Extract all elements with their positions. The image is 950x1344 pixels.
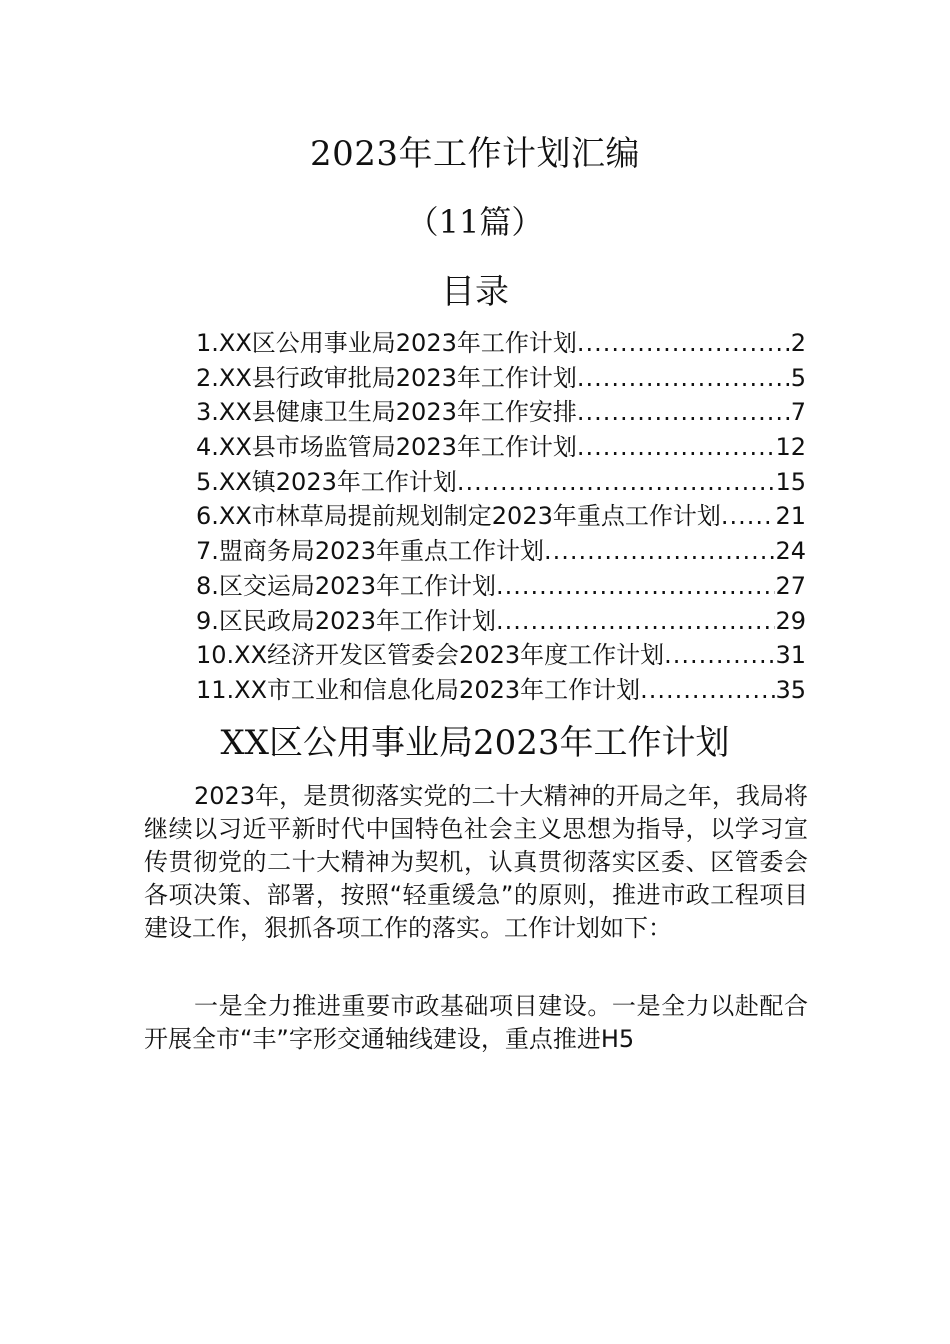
- toc-item-3[interactable]: [196, 395, 806, 430]
- toc-item-page: 2: [790, 329, 806, 357]
- toc-item-label: 3.XX县健康卫生局2023年工作安排: [196, 398, 577, 427]
- toc-leader-dots: [577, 326, 791, 360]
- toc-item-label: 2.XX县行政审批局2023年工作计划: [196, 363, 577, 392]
- toc-item-label: 4.XX县市场监管局2023年工作计划: [196, 433, 577, 462]
- toc-leader-dots: [664, 638, 775, 672]
- toc-item-1[interactable]: [196, 326, 806, 361]
- toc-leader-dots: [544, 534, 775, 568]
- toc-item-label: 5.XX镇2023年工作计划: [196, 467, 457, 496]
- toc-item-page: 12: [775, 433, 806, 462]
- toc-leader-dots: [577, 395, 791, 429]
- toc-item-page: 35: [775, 675, 806, 704]
- toc-item-label: 1.XX区公用事业局2023年工作计划: [196, 329, 577, 357]
- toc-item-page: 27: [775, 571, 806, 600]
- toc-item-6[interactable]: [196, 499, 806, 534]
- toc-item-page: 15: [775, 467, 806, 496]
- toc-leader-dots: [577, 430, 776, 464]
- toc-item-page: 29: [775, 606, 806, 635]
- toc-item-label: 10.XX经济开发区管委会2023年度工作计划: [196, 641, 665, 670]
- toc-item-page: 5: [790, 363, 806, 392]
- toc-leader-dots: [577, 361, 791, 395]
- toc-item-label: 9.区民政局2023年工作计划: [196, 606, 496, 635]
- toc-item-11[interactable]: [196, 673, 806, 708]
- toc-item-8[interactable]: [196, 569, 806, 604]
- toc-item-page: 24: [775, 537, 806, 566]
- toc-leader-dots: [496, 604, 775, 638]
- toc-item-5[interactable]: [196, 465, 806, 500]
- toc-item-label: 8.区交运局2023年工作计划: [196, 571, 496, 600]
- section-title: XX区公用事业局2023年工作计划: [220, 723, 730, 763]
- toc-item-9[interactable]: [196, 604, 806, 639]
- document-title: 2023年工作计划汇编: [309, 134, 641, 174]
- toc-item-page: 21: [775, 502, 806, 531]
- toc-leader-dots: [496, 569, 775, 603]
- toc-item-label: 7.盟商务局2023年重点工作计划: [196, 537, 544, 566]
- toc-item-label: 11.XX市工业和信息化局2023年工作计划: [196, 675, 641, 704]
- toc-leader-dots: [721, 499, 776, 533]
- toc-leader-dots: [457, 465, 776, 499]
- table-of-contents: [196, 326, 806, 708]
- toc-heading: 目录: [441, 272, 509, 312]
- toc-item-label: 6.XX市林草局提前规划制定2023年重点工作计划: [196, 502, 721, 531]
- document-subtitle: （11篇）: [406, 203, 544, 241]
- toc-leader-dots: [640, 673, 775, 707]
- body-paragraph: 2023年，是贯彻落实党的二十大精神的开局之年，我局将继续以习近平新时代中国特色社会主义思想为指导，以学习宣传贯彻党的二十大精神为契机，认真贯彻落实区委、区管委会各项决策、部署，按照“轻重缓急”的原则，推进市政工程项目建设工作，狠抓各项工作的落实。工作计划如下：: [144, 782, 808, 942]
- toc-item-10[interactable]: [196, 638, 806, 673]
- toc-item-4[interactable]: [196, 430, 806, 465]
- toc-item-2[interactable]: [196, 361, 806, 396]
- body-paragraph: 一是全力推进重要市政基础项目建设。一是全力以赴配合开展全市“丰”字形交通轴线建设，重点推进H5: [144, 992, 808, 1053]
- toc-item-page: 31: [775, 641, 806, 670]
- toc-item-page: 7: [790, 398, 806, 427]
- toc-item-7[interactable]: [196, 534, 806, 569]
